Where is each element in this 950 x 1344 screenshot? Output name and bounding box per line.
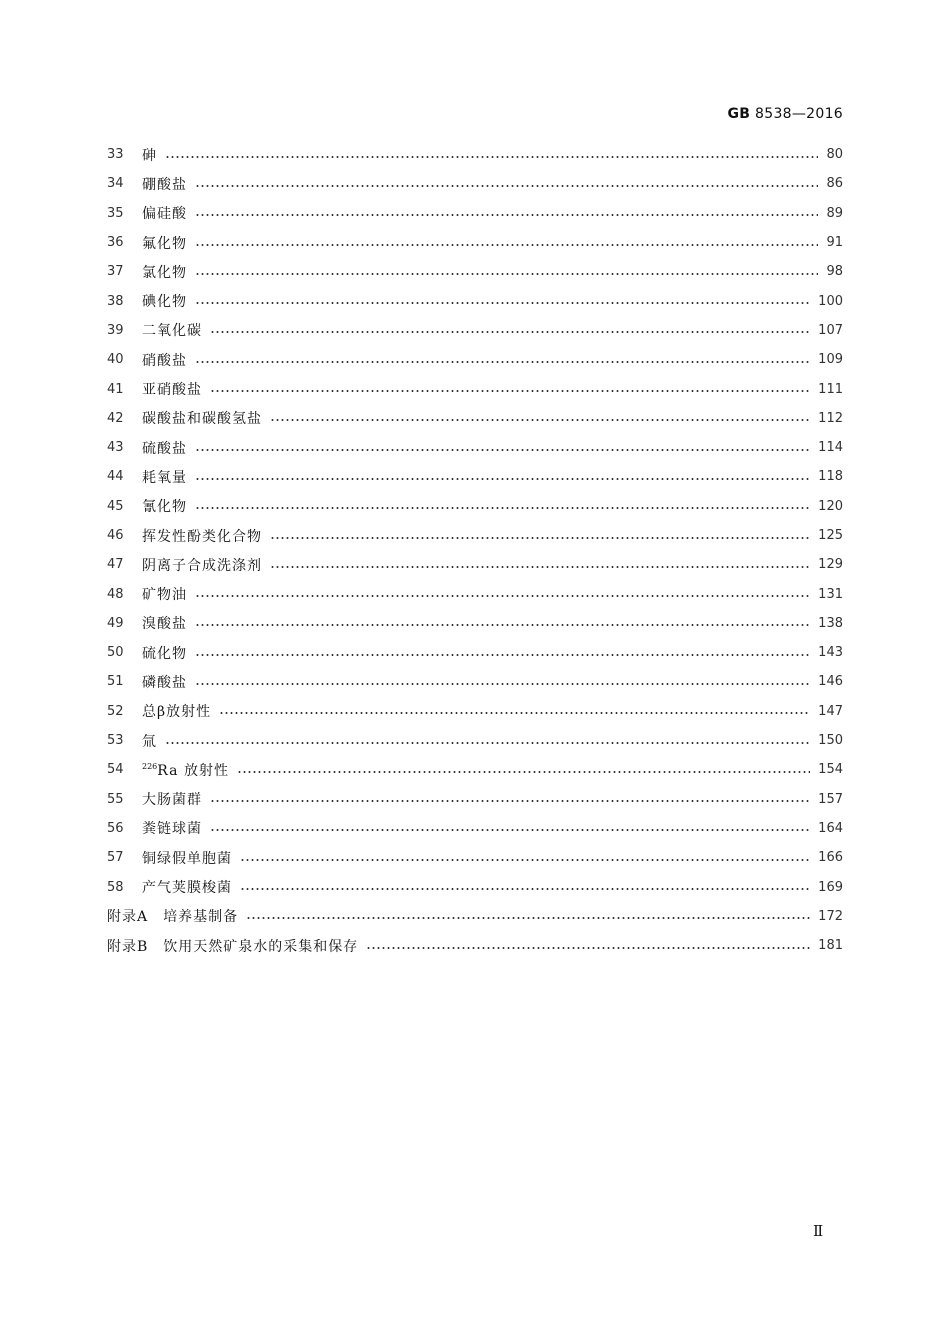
toc-entry-title: 矿物油 <box>142 587 187 604</box>
toc-entry[interactable] <box>107 374 843 403</box>
toc-entry[interactable] <box>107 843 843 872</box>
toc-entry-page: 131 <box>818 586 843 602</box>
toc-entry-number: 39 <box>107 322 124 338</box>
toc-entry-page: 157 <box>818 791 843 807</box>
toc-entry-page: 138 <box>818 615 843 631</box>
standard-number: 8538—2016 <box>755 106 843 122</box>
toc-entry[interactable] <box>107 872 843 901</box>
toc-entry-number: 54 <box>107 762 124 778</box>
toc-entry-number: 44 <box>107 469 124 485</box>
toc-entry-number: 56 <box>107 820 124 836</box>
toc-entry-number: 43 <box>107 440 124 456</box>
toc-entry-title: 硼酸盐 <box>142 176 187 193</box>
toc-entry-number: 52 <box>107 703 124 719</box>
toc-entry-title: 二氧化碳 <box>142 323 202 340</box>
toc-entry-title <box>142 760 229 780</box>
toc-entry[interactable] <box>107 286 843 315</box>
toc-entry-number: 53 <box>107 733 124 749</box>
toc-entry-page: 86 <box>826 176 843 192</box>
toc-entry-title: 硫化物 <box>142 645 187 662</box>
toc-entry-number: 45 <box>107 498 124 514</box>
toc-leader-dots <box>237 771 810 773</box>
toc-leader-dots <box>195 214 818 216</box>
toc-entry-title: 氟化物 <box>142 235 187 252</box>
toc-entry-number: 57 <box>107 850 124 866</box>
toc-entry-number: 35 <box>107 205 124 221</box>
toc-entry-title: 氯化物 <box>142 264 187 281</box>
toc-entry-page: 118 <box>818 469 843 485</box>
toc-entry-title: 产气荚膜梭菌 <box>142 880 232 897</box>
toc-entry-page: 147 <box>818 703 843 719</box>
toc-entry[interactable] <box>107 667 843 696</box>
toc-entry-page: 91 <box>826 235 843 251</box>
toc-leader-dots <box>195 595 810 597</box>
toc-leader-dots <box>240 859 810 861</box>
toc-leader-dots <box>195 361 810 363</box>
toc-entry[interactable] <box>107 316 843 345</box>
toc-entry-title: 附录B 饮用天然矿泉水的采集和保存 <box>107 938 359 955</box>
toc-entry-number: 51 <box>107 674 124 690</box>
toc-entry[interactable] <box>107 345 843 374</box>
toc-leader-dots <box>195 624 810 626</box>
toc-entry-title: 耗氧量 <box>142 469 187 486</box>
toc-leader-dots <box>210 390 810 392</box>
toc-entry-title: 挥发性酚类化合物 <box>142 528 262 545</box>
toc-entry-page: 166 <box>818 850 843 866</box>
toc-entry-title: 阴离子合成洗涤剂 <box>142 557 262 574</box>
toc-leader-dots <box>195 449 810 451</box>
toc-leader-dots <box>210 829 810 831</box>
toc-entry-title: 碘化物 <box>142 294 187 311</box>
toc-leader-dots <box>210 331 810 333</box>
toc-entry-page: 89 <box>826 205 843 221</box>
toc-entry[interactable] <box>107 199 843 228</box>
toc-appendix-entry[interactable] <box>107 931 843 960</box>
toc-entry[interactable] <box>107 169 843 198</box>
toc-entry-title: 氰化物 <box>142 499 187 516</box>
toc-entry-title-text: Ra 放射性 <box>157 762 229 779</box>
toc-leader-dots <box>195 478 810 480</box>
toc-entry-title: 总β放射性 <box>142 704 212 721</box>
toc-entry-page: 80 <box>826 147 843 163</box>
toc-entry-title: 偏硅酸 <box>142 206 187 223</box>
toc-leader-dots <box>366 947 810 949</box>
toc-entry[interactable] <box>107 140 843 169</box>
toc-entry-page: 146 <box>818 674 843 690</box>
toc-leader-dots <box>195 302 810 304</box>
toc-entry-page: 172 <box>818 908 843 924</box>
toc-leader-dots <box>195 185 818 187</box>
toc-entry-page: 143 <box>818 645 843 661</box>
toc-entry-number: 38 <box>107 293 124 309</box>
isotope-mass-number: 226 <box>142 761 158 771</box>
toc-entry-page: 154 <box>818 762 843 778</box>
toc-leader-dots <box>195 273 818 275</box>
toc-entry-page: 120 <box>818 498 843 514</box>
toc-entry-number: 34 <box>107 176 124 192</box>
toc-entry-page: 125 <box>818 528 843 543</box>
toc-entry-title: 附录A 培养基制备 <box>107 909 239 926</box>
toc-leader-dots <box>246 917 810 919</box>
toc-entry-title: 粪链球菌 <box>142 821 202 838</box>
toc-entry[interactable] <box>107 492 843 521</box>
toc-leader-dots <box>195 654 810 656</box>
toc-entry-page: 150 <box>818 733 843 749</box>
toc-entry[interactable] <box>107 433 843 462</box>
toc-entry-number: 49 <box>107 615 124 631</box>
toc-leader-dots <box>165 742 810 744</box>
toc-entry-number: 47 <box>107 557 124 573</box>
toc-entry[interactable] <box>107 404 843 433</box>
toc-entry[interactable] <box>107 462 843 491</box>
toc-entry-page: 114 <box>818 440 843 456</box>
toc-entry-number: 36 <box>107 235 124 251</box>
toc-entry[interactable] <box>107 638 843 667</box>
toc-entry-title: 碳酸盐和碳酸氢盐 <box>142 411 262 428</box>
toc-entry-title: 铜绿假单胞菌 <box>142 850 232 867</box>
toc-entry[interactable] <box>107 785 843 814</box>
toc-entry-page: 98 <box>826 264 843 280</box>
toc-leader-dots <box>240 888 810 890</box>
toc-entry[interactable] <box>107 228 843 257</box>
toc-entry-page: 107 <box>818 322 843 338</box>
toc-entry-title: 氚 <box>142 733 157 750</box>
toc-leader-dots <box>270 566 810 568</box>
toc-entry-number: 46 <box>107 528 124 543</box>
toc-entry-title: 大肠菌群 <box>142 792 202 809</box>
toc-leader-dots <box>195 507 810 509</box>
toc-entry-number: 33 <box>107 147 124 163</box>
toc-leader-dots <box>270 537 810 539</box>
toc-entry-page: 100 <box>818 293 843 309</box>
toc-entry-number: 48 <box>107 586 124 602</box>
page-number: Ⅱ <box>813 1222 824 1240</box>
toc-entry[interactable] <box>107 521 843 550</box>
toc-entry-page: 181 <box>818 938 843 954</box>
toc-entry-title: 亚硝酸盐 <box>142 382 202 399</box>
toc-entry-number: 42 <box>107 410 124 426</box>
toc-entry-title: 硝酸盐 <box>142 352 187 369</box>
toc-entry-number: 55 <box>107 791 124 807</box>
toc-entry-page: 164 <box>818 820 843 836</box>
table-of-contents <box>107 140 843 960</box>
toc-entry-page: 112 <box>818 410 843 426</box>
toc-entry-page: 169 <box>818 879 843 895</box>
toc-entry[interactable] <box>107 697 843 726</box>
toc-entry-page: 109 <box>818 352 843 368</box>
document-header <box>728 106 844 122</box>
toc-entry[interactable] <box>107 579 843 608</box>
toc-entry-title: 砷 <box>142 147 157 164</box>
toc-entry-number: 40 <box>107 352 124 368</box>
toc-leader-dots <box>165 156 818 158</box>
toc-leader-dots <box>195 683 810 685</box>
toc-entry-title: 硫酸盐 <box>142 440 187 457</box>
toc-entry-page: 129 <box>818 557 843 573</box>
toc-entry-number: 58 <box>107 879 124 895</box>
standard-code: GB <box>727 106 751 122</box>
toc-entry[interactable] <box>107 257 843 286</box>
toc-leader-dots <box>210 800 810 802</box>
toc-entry-title: 溴酸盐 <box>142 616 187 633</box>
toc-appendix-entry[interactable] <box>107 902 843 931</box>
toc-entry[interactable] <box>107 726 843 755</box>
toc-entry-title: 磷酸盐 <box>142 674 187 691</box>
toc-leader-dots <box>270 419 810 421</box>
toc-entry-number: 41 <box>107 381 124 397</box>
toc-entry[interactable] <box>107 814 843 843</box>
toc-entry[interactable] <box>107 550 843 579</box>
toc-leader-dots <box>195 244 818 246</box>
toc-entry[interactable] <box>107 609 843 638</box>
toc-entry[interactable] <box>107 755 843 784</box>
toc-entry-number: 37 <box>107 264 124 280</box>
toc-entry-page: 111 <box>818 381 843 397</box>
toc-leader-dots <box>219 712 810 714</box>
toc-entry-number: 50 <box>107 645 124 661</box>
